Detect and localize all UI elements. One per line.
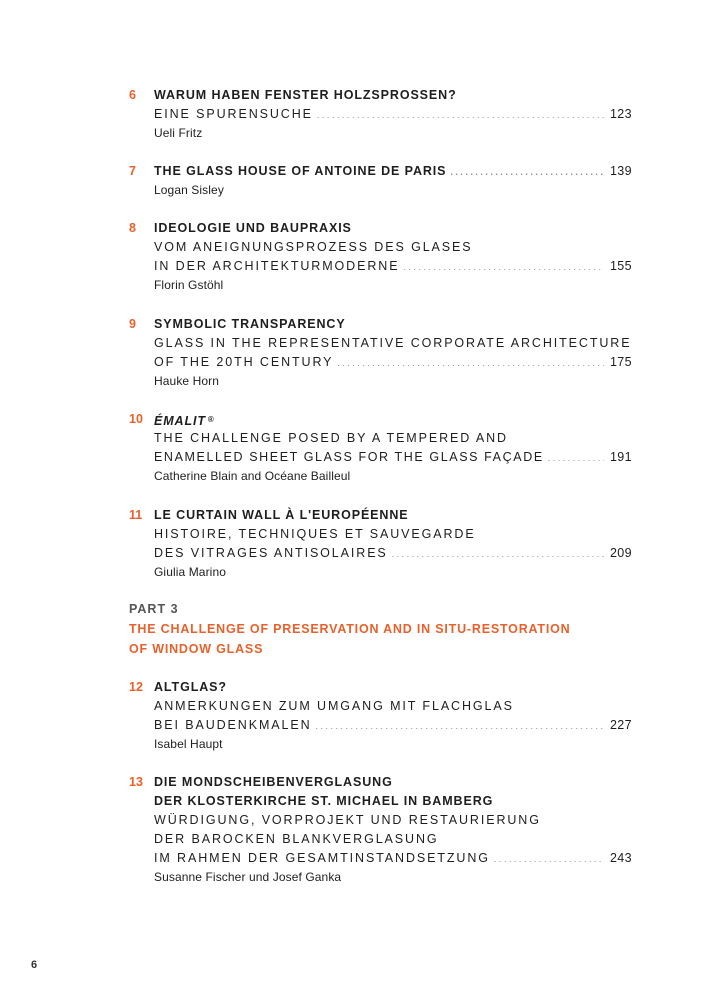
- chapter-number: 10: [129, 412, 143, 426]
- chapter-number: 11: [129, 508, 143, 522]
- part-title: OF WINDOW GLASS: [129, 642, 264, 656]
- chapter-number: 9: [129, 317, 136, 331]
- chapter-title: SYMBOLIC TRANSPARENCY: [154, 317, 346, 331]
- chapter-subtitle: BEI BAUDENKMALEN: [154, 718, 312, 732]
- chapter-author: Catherine Blain and Océane Bailleul: [154, 469, 351, 483]
- dot-leader: [317, 106, 604, 125]
- page-number[interactable]: 209: [609, 546, 632, 560]
- chapter-title: DER KLOSTERKIRCHE ST. MICHAEL IN BAMBERG: [154, 794, 494, 808]
- chapter-number: 7: [129, 164, 136, 178]
- chapter-number: 13: [129, 775, 143, 789]
- dot-leader: [392, 545, 604, 564]
- chapter-subtitle: GLASS IN THE REPRESENTATIVE CORPORATE ARCHITECTURE: [154, 336, 632, 350]
- chapter-title: IDEOLOGIE UND BAUPRAXIS: [154, 221, 352, 235]
- part-label: PART 3: [129, 602, 179, 616]
- chapter-title: DIE MONDSCHEIBENVERGLASUNG: [154, 775, 393, 789]
- chapter-title: ALTGLAS?: [154, 680, 227, 694]
- page-number[interactable]: 155: [609, 259, 632, 273]
- chapter-subtitle: IN DER ARCHITEKTURMODERNE: [154, 259, 400, 273]
- toc-entry-12: [129, 678, 632, 754]
- chapter-subtitle: VOM ANEIGNUNGSPROZESS DES GLASES: [154, 240, 473, 254]
- chapter-title: THE GLASS HOUSE OF ANTOINE DE PARIS: [154, 164, 447, 178]
- page-number[interactable]: 123: [609, 107, 632, 121]
- chapter-subtitle: IM RAHMEN DER GESAMTINSTANDSETZUNG: [154, 851, 490, 865]
- chapter-number: 8: [129, 221, 136, 235]
- page-number[interactable]: 227: [609, 718, 632, 732]
- chapter-title: ÉMALIT: [154, 414, 206, 428]
- toc-entry-6: [129, 86, 632, 143]
- chapter-subtitle: ANMERKUNGEN ZUM UMGANG MIT FLACHGLAS: [154, 699, 514, 713]
- toc-entry-10: [129, 410, 632, 486]
- chapter-author: Florin Gstöhl: [154, 278, 224, 292]
- chapter-title: LE CURTAIN WALL À L'EUROPÉENNE: [154, 508, 409, 522]
- chapter-subtitle: ENAMELLED SHEET GLASS FOR THE GLASS FAÇADE: [154, 450, 544, 464]
- chapter-number: 12: [129, 680, 143, 694]
- page-number[interactable]: 175: [609, 355, 632, 369]
- dot-leader: [316, 717, 604, 736]
- page-number[interactable]: 191: [609, 450, 632, 464]
- folio-page-number: 6: [31, 959, 38, 971]
- chapter-subtitle: DES VITRAGES ANTISOLAIRES: [154, 546, 388, 560]
- chapter-author: Logan Sisley: [154, 183, 224, 197]
- chapter-author: Hauke Horn: [154, 374, 220, 388]
- chapter-subtitle: OF THE 20TH CENTURY: [154, 355, 334, 369]
- dot-leader: [450, 163, 604, 182]
- toc-entry-13: [129, 773, 632, 887]
- part-title: THE CHALLENGE OF PRESERVATION AND IN SITU-RESTORATION: [129, 622, 571, 636]
- chapter-subtitle: HISTOIRE, TECHNIQUES ET SAUVEGARDE: [154, 527, 476, 541]
- chapter-number: 6: [129, 88, 136, 102]
- toc-entry-8: [129, 219, 632, 295]
- dot-leader: [548, 449, 604, 468]
- chapter-author: Susanne Fischer und Josef Ganka: [154, 870, 342, 884]
- page-number[interactable]: 139: [609, 164, 632, 178]
- chapter-subtitle: WÜRDIGUNG, VORPROJEKT UND RESTAURIERUNG: [154, 813, 541, 827]
- toc-entry-7: [129, 162, 632, 200]
- toc-entry-11: [129, 506, 632, 582]
- part-heading: [129, 600, 649, 659]
- dot-leader: [403, 258, 604, 277]
- chapter-subtitle: EINE SPURENSUCHE: [154, 107, 313, 121]
- dot-leader: [337, 354, 604, 373]
- dot-leader: [494, 850, 604, 869]
- toc-entry-9: [129, 315, 632, 391]
- chapter-title: WARUM HABEN FENSTER HOLZSPROSSEN?: [154, 88, 457, 102]
- chapter-subtitle: DER BAROCKEN BLANKVERGLASUNG: [154, 832, 439, 846]
- registered-mark: ®: [207, 415, 214, 424]
- chapter-author: Isabel Haupt: [154, 737, 223, 751]
- chapter-author: Giulia Marino: [154, 565, 226, 579]
- page-number[interactable]: 243: [609, 851, 632, 865]
- chapter-subtitle: THE CHALLENGE POSED BY A TEMPERED AND: [154, 431, 508, 445]
- chapter-author: Ueli Fritz: [154, 126, 203, 140]
